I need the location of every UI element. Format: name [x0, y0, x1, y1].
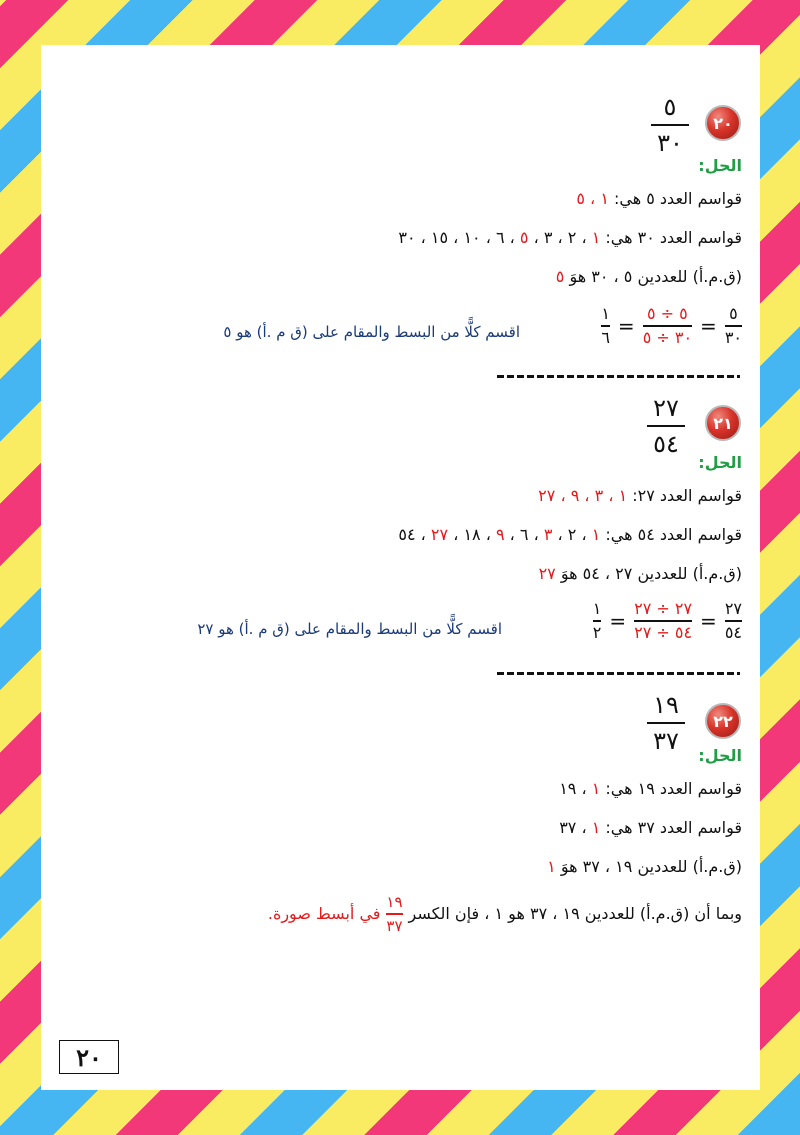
divisors-line-2: [398, 227, 742, 249]
fraction-bar: [386, 913, 402, 915]
eq-numerator: ١٩: [386, 893, 403, 911]
eq-right-fraction: [593, 600, 602, 642]
gcf-text: (ق.م.أ) للعددين ٢٧ ، ٥٤ هوَ: [560, 564, 742, 583]
conclusion-line: [268, 893, 742, 935]
solution-label: الحل:: [698, 746, 742, 765]
fraction-bar: [593, 620, 602, 622]
eq-left-fraction: [725, 600, 742, 642]
divisors-prefix: قواسم العدد ٥ هي:: [614, 189, 742, 208]
fraction-numerator: ٢٧: [653, 394, 679, 422]
divisor-highlight: ١: [591, 525, 606, 544]
equals-sign: =: [617, 313, 635, 338]
fraction-bar: [601, 325, 610, 327]
solution-label: الحل:: [698, 156, 742, 175]
eq-denominator: ٢: [592, 622, 602, 642]
divisors-red-value: ١: [591, 779, 601, 798]
eq-denominator: ٦: [601, 327, 610, 347]
dashed-separator: [497, 375, 740, 378]
problem-fraction: [647, 393, 685, 459]
fraction-bar: [647, 425, 685, 427]
divisors-rest: ، ٣٧: [559, 818, 587, 837]
divisors-values: ١ ، ٥: [576, 189, 609, 208]
fraction-denominator: ٣٧: [653, 727, 679, 755]
divisor-highlight: ٢٧: [430, 525, 454, 544]
problem-number-badge: [705, 703, 741, 739]
divisors-values: ١ ، ٣ ، ٩ ، ٢٧: [538, 486, 628, 505]
divisors-line-1: [576, 188, 742, 210]
eq-denominator: ٣٠: [724, 327, 742, 347]
equals-sign: =: [609, 608, 627, 633]
eq-mid-fraction: [634, 600, 692, 642]
divisor-highlight: ١: [591, 228, 606, 247]
divisors-values: [398, 525, 605, 544]
conclusion-tail: في أبسط صورة.: [267, 903, 381, 923]
gcf-line: [539, 563, 742, 585]
eq-numerator: ١: [601, 304, 610, 323]
simplification-equation: [601, 305, 742, 347]
division-note: اقسم كلًّا من البسط والمقام على (ق م .أ) هو ٢٧: [197, 620, 502, 638]
solution-label: الحل:: [698, 453, 742, 472]
page-number-box: [59, 1040, 119, 1074]
division-note: اقسم كلًّا من البسط والمقام على (ق م .أ) هو ٥: [223, 323, 520, 341]
eq-denominator: ٣٧: [386, 916, 403, 935]
problem-number: ٢٢: [713, 711, 733, 731]
problem-fraction: [647, 690, 685, 756]
fraction-bar: [647, 722, 685, 724]
problem-number-badge: [705, 405, 741, 441]
equals-sign: =: [700, 608, 717, 633]
gcf-value: ٢٧: [538, 564, 556, 583]
eq-right-fraction: [601, 305, 610, 347]
fraction-bar: [651, 124, 689, 126]
problem-number: ٢٠: [713, 113, 733, 133]
eq-denominator: ٥٤ ÷ ٢٧: [634, 622, 693, 642]
problem-number-badge: [705, 105, 741, 141]
gcf-value: ١: [547, 857, 556, 876]
divisors-prefix: قواسم العدد ٣٠ هي:: [605, 228, 742, 247]
fraction-denominator: ٥٤: [653, 430, 679, 458]
fraction-bar: [725, 325, 742, 327]
problem-number: ٢١: [713, 413, 733, 433]
gcf-text: (ق.م.أ) للعددين ١٩ ، ٣٧ هوَ: [560, 857, 742, 876]
divisors-prefix: قواسم العدد ٥٤ هي:: [605, 525, 742, 544]
fraction-numerator: ١٩: [653, 691, 679, 719]
dashed-separator: [497, 672, 740, 675]
equals-sign: =: [700, 313, 717, 338]
divisor-text: ، ٢ ،: [557, 525, 592, 544]
gcf-text: (ق.م.أ) للعددين ٥ ، ٣٠ هوَ: [569, 267, 742, 286]
divisors-red-value: ١: [591, 818, 601, 837]
fraction-numerator: ٥: [663, 93, 677, 121]
divisor-text: ، ٦ ،: [509, 525, 544, 544]
fraction-denominator: ٣٠: [657, 129, 683, 157]
divisors-line-1: [559, 778, 742, 800]
eq-mid-fraction: [643, 305, 692, 347]
eq-denominator: ٣٠ ÷ ٥: [642, 327, 693, 347]
conclusion-fraction: [386, 893, 402, 935]
page-number: ٢٠: [76, 1042, 102, 1072]
gcf-value: ٥: [555, 267, 565, 286]
divisors-prefix: قواسم العدد ١٩ هي:: [605, 779, 742, 798]
divisor-text: ، ٦ ، ١٠ ، ١٥ ، ٣٠: [398, 228, 520, 247]
gcf-line: [547, 856, 742, 878]
divisor-text: ، ١٨ ،: [453, 525, 496, 544]
fraction-bar: [643, 325, 692, 327]
eq-left-fraction: [725, 305, 742, 347]
worksheet-page: [41, 45, 760, 1090]
eq-numerator: ٥ ÷ ٥: [646, 304, 688, 323]
fraction-bar: [725, 620, 742, 622]
fraction-bar: [634, 620, 692, 622]
divisor-highlight: ٩: [495, 525, 510, 544]
eq-denominator: ٥٤: [724, 622, 742, 642]
gcf-line: [556, 266, 742, 288]
divisors-line-2: [398, 524, 742, 546]
divisors-line-2: [559, 817, 742, 839]
simplification-equation: [593, 600, 742, 642]
eq-numerator: ٥: [729, 304, 738, 323]
divisor-text: ، ٥٤: [398, 525, 431, 544]
divisors-prefix: قواسم العدد ٢٧:: [632, 486, 742, 505]
divisors-rest: ، ١٩: [559, 779, 587, 798]
divisors-line-1: [538, 485, 742, 507]
eq-numerator: ١: [592, 599, 602, 618]
divisor-text: ، ٢ ، ٣ ،: [533, 228, 592, 247]
eq-numerator: ٢٧ ÷ ٢٧: [634, 599, 693, 618]
divisors-prefix: قواسم العدد ٣٧ هي:: [605, 818, 742, 837]
problem-fraction: [651, 92, 689, 158]
divisor-highlight: ٣: [543, 525, 558, 544]
conclusion-text: وبما أن (ق.م.أ) للعددين ١٩ ، ٣٧ هو ١ ، فإن الكسر: [408, 903, 742, 923]
divisors-values: [398, 228, 605, 247]
eq-numerator: ٢٧: [724, 599, 742, 618]
divisor-highlight: ٥: [519, 228, 534, 247]
